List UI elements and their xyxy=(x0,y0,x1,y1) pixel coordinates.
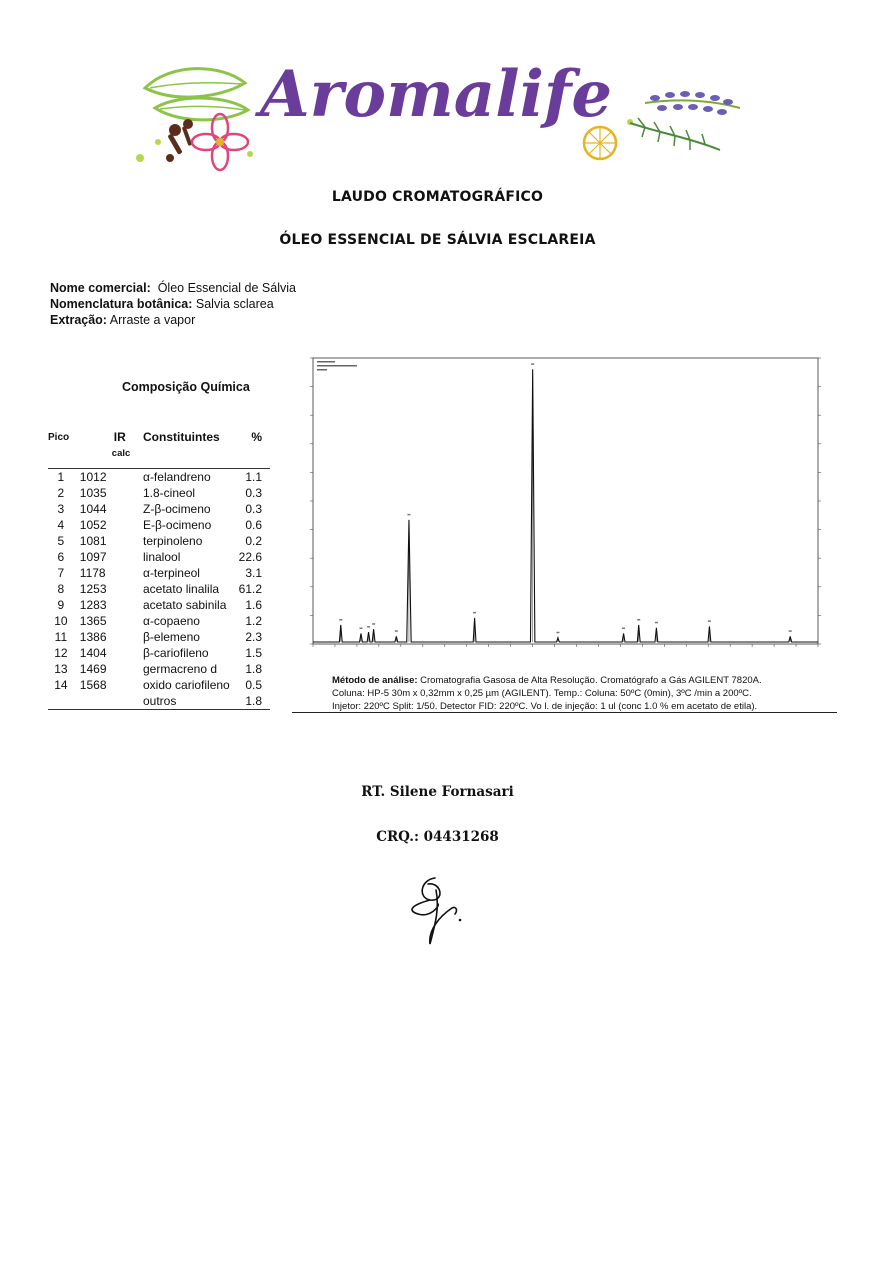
constituent-cell: E-β-ocimeno xyxy=(143,518,212,532)
percent-cell: 3.1 xyxy=(245,566,262,580)
pico-cell: 6 xyxy=(57,550,65,564)
ir-cell: 1178 xyxy=(79,566,106,580)
table-row xyxy=(48,693,270,710)
constituent-cell: 1.8-cineol xyxy=(143,486,196,500)
table-row xyxy=(48,549,270,565)
peak-label xyxy=(655,622,658,624)
extraction-label: Extração: xyxy=(50,313,107,327)
ir-cell: 1253 xyxy=(79,582,107,596)
constituent-cell: α-terpineol xyxy=(143,566,200,580)
peak-label xyxy=(556,632,559,634)
header-constituents: Constituintes xyxy=(143,430,220,444)
percent-cell: 2.3 xyxy=(245,630,262,644)
peak-label xyxy=(372,623,375,625)
ir-cell: 1012 xyxy=(79,470,107,484)
botanical-name-value: Salvia sclarea xyxy=(195,297,274,311)
peak-label xyxy=(622,627,625,629)
constituent-cell: acetato sabinila xyxy=(143,598,227,612)
commercial-name-label: Nome comercial: xyxy=(50,281,151,295)
header-ir-sub: calc xyxy=(111,448,131,459)
percent-cell: 1.8 xyxy=(245,694,262,708)
pico-cell: 9 xyxy=(57,598,65,612)
percent-cell: 1.1 xyxy=(245,470,262,484)
ir-cell: 1469 xyxy=(79,662,107,676)
constituent-cell: terpinoleno xyxy=(143,534,203,548)
table-row xyxy=(48,469,270,486)
ir-cell: 1568 xyxy=(79,678,107,692)
method-line-1: Cromatografia Gasosa de Alta Resolução. Cromatógrafo a Gás AGILENT 7820A. xyxy=(420,675,762,686)
ir-cell: 1081 xyxy=(79,534,107,548)
pico-cell: 12 xyxy=(54,646,68,660)
peak-label xyxy=(531,363,534,365)
constituent-cell: outros xyxy=(143,694,177,708)
percent-cell: 0.3 xyxy=(245,502,262,516)
divider xyxy=(292,712,837,713)
ir-cell: 1035 xyxy=(79,486,107,500)
commercial-name-value: Óleo Essencial de Sálvia xyxy=(157,281,296,295)
ir-cell: 1044 xyxy=(79,502,107,516)
ir-cell: 1097 xyxy=(79,550,107,564)
table-row xyxy=(48,677,270,693)
ir-cell: 1404 xyxy=(79,646,107,660)
ir-cell xyxy=(74,693,143,710)
percent-cell: 1.6 xyxy=(245,598,262,612)
signature xyxy=(400,870,470,948)
header-mark xyxy=(317,361,335,363)
signatory-crq: CRQ.: 04431268 xyxy=(376,829,499,845)
pico-cell: 7 xyxy=(57,566,65,580)
table-row xyxy=(48,533,270,549)
percent-cell: 0.6 xyxy=(245,518,262,532)
lavender-illustration xyxy=(630,91,740,150)
table-row xyxy=(48,645,270,661)
botanical-name-label: Nomenclatura botânica: xyxy=(50,297,193,311)
percent-cell: 1.5 xyxy=(245,646,262,660)
extraction-value: Arraste a vapor xyxy=(109,313,196,327)
header-percent: % xyxy=(251,430,262,444)
table-row xyxy=(48,485,270,501)
pico-cell: 2 xyxy=(57,486,65,500)
method-line-3: Injetor: 220ºC Split: 1/50. Detector FID: 220ºC. Vo l. de injeção: 1 ul (conc 1.0 % em acetato de etila). xyxy=(332,701,758,712)
peak-label xyxy=(367,626,370,628)
lemon-illustration xyxy=(584,127,616,159)
pico-cell: 10 xyxy=(54,614,68,628)
pico-cell xyxy=(48,693,74,710)
brand-name: Aromalife xyxy=(260,57,613,132)
table-row xyxy=(48,565,270,581)
chromatogram-trace xyxy=(313,369,818,642)
pico-cell: 3 xyxy=(57,502,65,516)
table-row xyxy=(48,661,270,677)
constituent-cell: β-elemeno xyxy=(143,630,200,644)
percent-cell: 61.2 xyxy=(238,582,262,596)
report-subtitle: ÓLEO ESSENCIAL DE SÁLVIA ESCLAREIA xyxy=(279,232,596,248)
percent-cell: 0.2 xyxy=(245,534,262,548)
percent-cell: 0.3 xyxy=(245,486,262,500)
peak-label xyxy=(395,630,398,632)
table-row xyxy=(48,581,270,597)
pico-cell: 8 xyxy=(57,582,65,596)
flower-illustration xyxy=(192,114,248,170)
percent-cell: 22.6 xyxy=(238,550,262,564)
table-row xyxy=(48,629,270,645)
constituent-cell: α-copaeno xyxy=(143,614,200,628)
botanical-name-row xyxy=(50,296,296,312)
peak-label xyxy=(637,619,640,621)
pico-cell: 14 xyxy=(54,678,68,692)
table-row xyxy=(48,517,270,533)
constituent-cell: oxido cariofileno xyxy=(143,678,230,692)
header-mark xyxy=(317,365,357,367)
percent-cell: 0.5 xyxy=(245,678,262,692)
peak-label xyxy=(407,514,410,516)
pico-cell: 4 xyxy=(57,518,65,532)
ir-cell: 1386 xyxy=(79,630,107,644)
clove-illustration xyxy=(166,119,193,162)
table-row xyxy=(48,613,270,629)
analysis-method xyxy=(332,674,802,713)
composition-title: Composição Química xyxy=(122,380,250,394)
chromatogram xyxy=(298,348,843,663)
method-line-2: Coluna: HP-5 30m x 0,32mm x 0,25 µm (AGILENT). Temp.: Coluna: 50ºC (0min), 3ºC /min a 200ºC. xyxy=(332,688,752,699)
peak-label xyxy=(708,620,711,622)
plot-frame xyxy=(313,358,818,644)
header-ir: IR xyxy=(113,430,126,444)
aromalife-logo xyxy=(130,38,750,178)
signatory-name: RT. Silene Fornasari xyxy=(361,784,514,800)
peak-label xyxy=(473,612,476,614)
product-info xyxy=(50,280,296,328)
extraction-row xyxy=(50,312,296,328)
constituent-cell: germacreno d xyxy=(143,662,218,676)
table-row xyxy=(48,597,270,613)
ir-cell: 1052 xyxy=(79,518,107,532)
header-mark xyxy=(317,369,327,371)
leaves-illustration xyxy=(145,69,248,120)
peak-label xyxy=(339,619,342,621)
ir-cell: 1283 xyxy=(79,598,107,612)
percent-cell: 1.2 xyxy=(245,614,262,628)
ir-cell: 1365 xyxy=(79,614,107,628)
percent-cell: 1.8 xyxy=(245,662,262,676)
report-title: LAUDO CROMATOGRÁFICO xyxy=(331,189,544,205)
peak-label xyxy=(789,630,792,632)
pico-cell: 13 xyxy=(54,662,68,676)
header-pico: Pico xyxy=(48,431,70,443)
composition-table xyxy=(48,428,270,710)
pico-cell: 5 xyxy=(57,534,65,548)
constituent-cell: α-felandreno xyxy=(143,470,211,484)
constituent-cell: β-cariofileno xyxy=(143,646,209,660)
peak-label xyxy=(359,627,362,629)
pico-cell: 1 xyxy=(57,470,65,484)
commercial-name-row xyxy=(50,280,296,296)
pico-cell: 11 xyxy=(54,630,68,644)
table-row xyxy=(48,501,270,517)
method-label: Método de análise: xyxy=(332,675,418,686)
constituent-cell: Z-β-ocimeno xyxy=(143,502,211,516)
constituent-cell: acetato linalila xyxy=(143,582,220,596)
constituent-cell: linalool xyxy=(143,550,181,564)
